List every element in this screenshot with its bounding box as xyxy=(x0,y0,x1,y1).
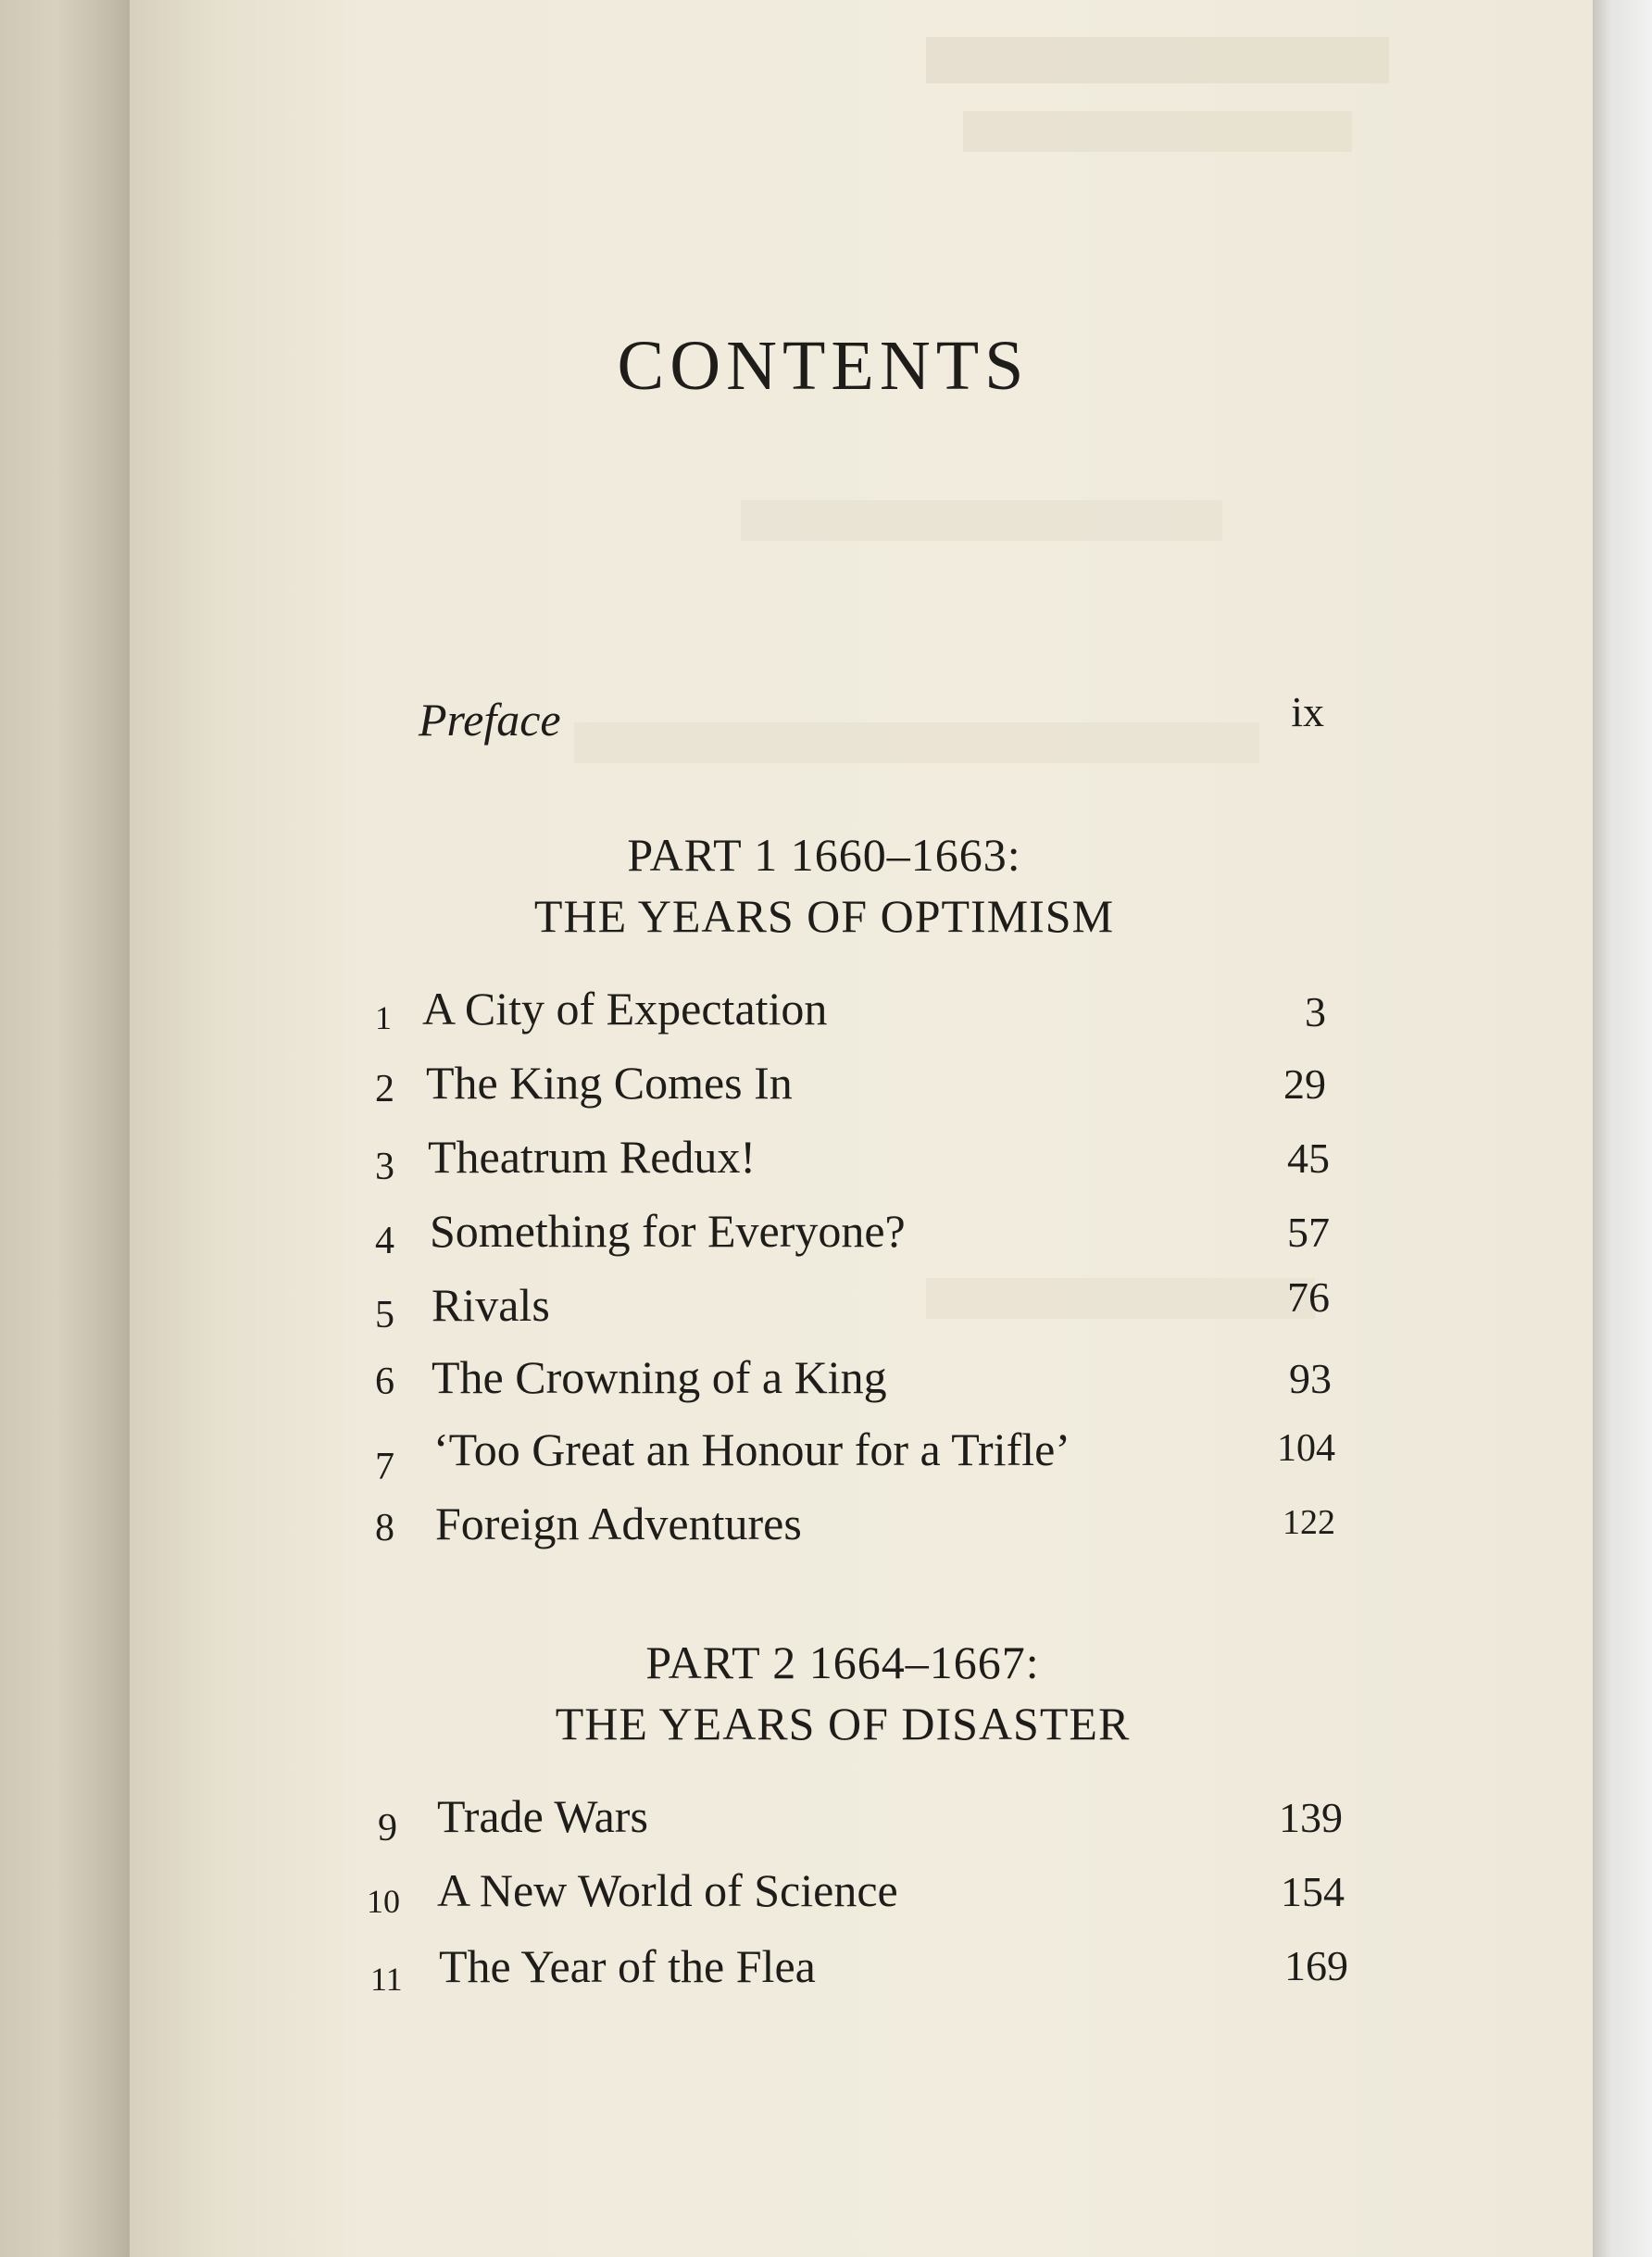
preface-page: ix xyxy=(1291,688,1324,735)
chapter-title: The Year of the Flea xyxy=(439,1940,816,1992)
chapter-title: Theatrum Redux! xyxy=(428,1131,757,1183)
chapter-page: 169 xyxy=(1284,1942,1348,1989)
part-2-line2: THE YEARS OF DISASTER xyxy=(555,1698,1131,1749)
chapter-number: 2 xyxy=(375,1068,394,1110)
chapter-page: 76 xyxy=(1287,1273,1330,1321)
part-2-heading xyxy=(380,1632,1306,1754)
background-edge xyxy=(1593,0,1652,2257)
preface-title: Preface xyxy=(419,694,561,746)
chapter-title: Rivals xyxy=(432,1279,550,1331)
chapter-page: 104 xyxy=(1277,1427,1335,1470)
chapter-page: 3 xyxy=(1305,988,1326,1035)
chapter-number: 3 xyxy=(375,1146,394,1188)
chapter-number: 9 xyxy=(378,1807,397,1849)
part-1-heading xyxy=(361,824,1287,947)
chapter-page: 29 xyxy=(1283,1060,1326,1108)
chapter-number: 6 xyxy=(375,1360,394,1403)
chapter-page: 57 xyxy=(1287,1209,1330,1256)
chapter-title: Something for Everyone? xyxy=(430,1205,906,1257)
chapter-title: ‘Too Great an Honour for a Trifle’ xyxy=(433,1423,1070,1475)
chapter-number: 5 xyxy=(375,1294,394,1336)
chapter-title: A New World of Science xyxy=(437,1864,898,1916)
show-through-shadow xyxy=(963,111,1352,152)
chapter-page: 139 xyxy=(1279,1794,1343,1841)
chapter-page: 154 xyxy=(1281,1868,1345,1915)
show-through-shadow xyxy=(741,500,1222,541)
chapter-number: 7 xyxy=(375,1446,394,1488)
part-1-line1: PART 1 1660–1663: xyxy=(627,829,1021,881)
chapter-title: Foreign Adventures xyxy=(435,1498,802,1549)
chapter-number: 10 xyxy=(367,1883,400,1920)
chapter-title: Trade Wars xyxy=(437,1790,648,1842)
part-2-line1: PART 2 1664–1667: xyxy=(645,1636,1040,1688)
show-through-shadow xyxy=(926,37,1389,83)
chapter-title: A City of Expectation xyxy=(422,983,828,1034)
part-1-line2: THE YEARS OF OPTIMISM xyxy=(533,890,1115,942)
page-title: CONTENTS xyxy=(617,327,1030,405)
chapter-page: 45 xyxy=(1287,1135,1330,1182)
chapter-number: 11 xyxy=(370,1961,403,1998)
chapter-number: 4 xyxy=(375,1220,394,1262)
show-through-shadow xyxy=(574,722,1259,763)
chapter-number: 8 xyxy=(375,1507,394,1549)
chapter-title: The King Comes In xyxy=(426,1057,793,1109)
chapter-number: 1 xyxy=(375,999,392,1036)
chapter-title: The Crowning of a King xyxy=(432,1351,887,1403)
chapter-page: 93 xyxy=(1289,1355,1332,1402)
chapter-page: 122 xyxy=(1283,1503,1335,1542)
